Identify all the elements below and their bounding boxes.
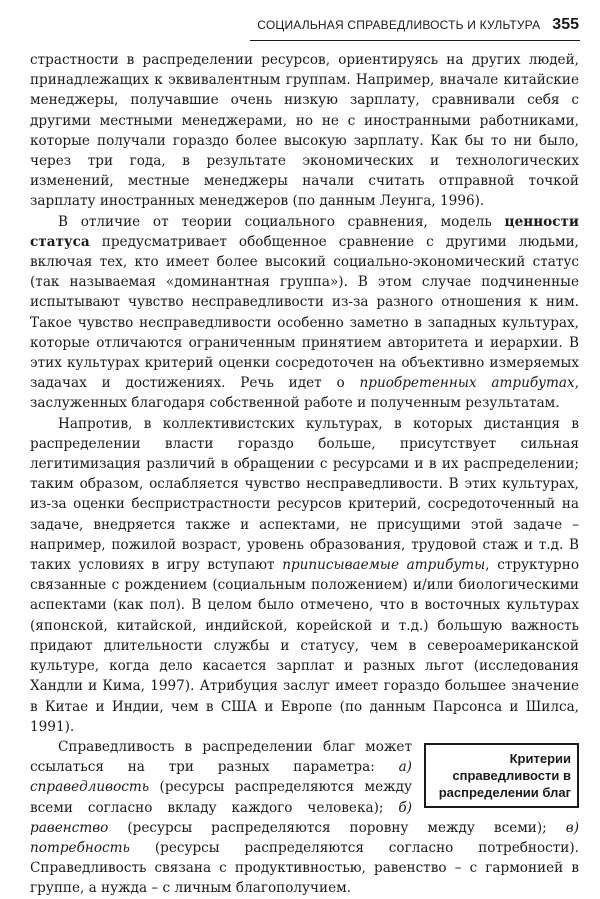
header-rule xyxy=(250,40,580,41)
page-number: 355 xyxy=(552,16,579,33)
paragraph-2 xyxy=(30,212,579,414)
p2-text-b: предусматривает обобщенное сравнение с другими людьми, включая тех, кто имеет более высокий социально-экономический статус (так называемая «доминантная группа»). В этом случае подчиненные испытывают чувство несправедливости из-за разного отношения к ним. Такое чувство несправедливости особенно заметно в западных культурах, которые отличаются ограниченным принятием авторитета и иерархии. В этих культурах критерий оценки сосредоточен на объективно измеряемых задачах и достижениях. Речь идет о xyxy=(30,233,579,392)
term-equality: б) равенство xyxy=(30,799,412,836)
p3-text-b: , структурно связанные с рождением (социальным положением) и/или биологическими аспектами (как пол). В целом было отмечено, что в восточных культурах (японской, китайской, индийской, корейской и т.д.) большую важность придают длительности службы и статусу, чем в североамериканской культуре, когда дело касается зарплат и разных льгот (исследования Хандли и Кима, 1997). Атрибуция заслуг имеет гораздо большее значение в Китае и Индии, чем в США и Европе (по данным Парсонса и Шилса, 1991). xyxy=(30,557,580,735)
term-acquired-attributes: приобретенных атрибутах xyxy=(359,375,575,392)
margin-note-line-3: распределении благ xyxy=(438,784,571,800)
p4-text-c: (ресурсы распределяются поровну между всеми); xyxy=(108,819,566,836)
term-need: в) потребность xyxy=(30,819,579,856)
paragraph-3 xyxy=(30,414,579,737)
running-title: СОЦИАЛЬНАЯ СПРАВЕДЛИВОСТЬ И КУЛЬТУРА xyxy=(257,18,541,32)
term-equity: а) справедливость xyxy=(30,759,412,796)
margin-note-line-1: Критерии xyxy=(509,750,571,766)
page-body xyxy=(30,50,579,899)
p4-text-b: (ресурсы распределяются между всеми согласно вкладу каждого человека); xyxy=(30,779,412,816)
running-header xyxy=(255,16,579,38)
margin-note-box xyxy=(424,743,579,808)
p4-text-a: Справедливость в распределении благ может ссылаться на три разных параметра: xyxy=(30,738,412,776)
paragraph-1: страстности в распределении ресурсов, ориентируясь на других людей, принадлежащих к эквивалентным группам. Например, вначале китайские менеджеры, получавшие очень низкую зарплату, сравнивали себя с другими местными менеджерами, но не с иностранными работниками, которые получали гораздо более высокую зарплату. Как бы то ни было, через три года, в результате экономических и технологических изменений, местные менеджеры начали считать отправной точкой зарплату иностранных менеджеров (по данным Леунга, 1996). xyxy=(30,52,579,210)
p4-text-d: (ресурсы распределяются согласно потребности). Справедливость связана с продуктивностью, равенство – с гармонией в группе, а нужда – с личным благополучием. xyxy=(30,839,579,897)
term-status-value: ценности статуса xyxy=(30,213,579,250)
p2-text-c: , заслуженных благодаря собственной работе и полученным результатам. xyxy=(30,375,580,412)
p2-text-a: В отличие от теории социального сравнения, модель xyxy=(58,213,505,230)
p3-text-a: Напротив, в коллективистских культурах, в которых дистанция в распределении власти гораздо больше, присутствует сильная легитимизация различий в обращении с ресурсами и в их распределении; таким образом, ослабляется чувство несправедливости. В этих культурах, из-за оценки беспристрастности ресурсов критерий, сосредоточенный на задаче, внедряется также и аспектами, не присущими этой задаче – например, пожилой возраст, уровень образования, трудовой стаж и т.д. В таких условиях в игру вступают xyxy=(30,415,579,574)
term-ascribed-attributes: приписываемые атрибуты xyxy=(282,557,486,574)
margin-note-line-2: справедливости в xyxy=(452,767,571,783)
